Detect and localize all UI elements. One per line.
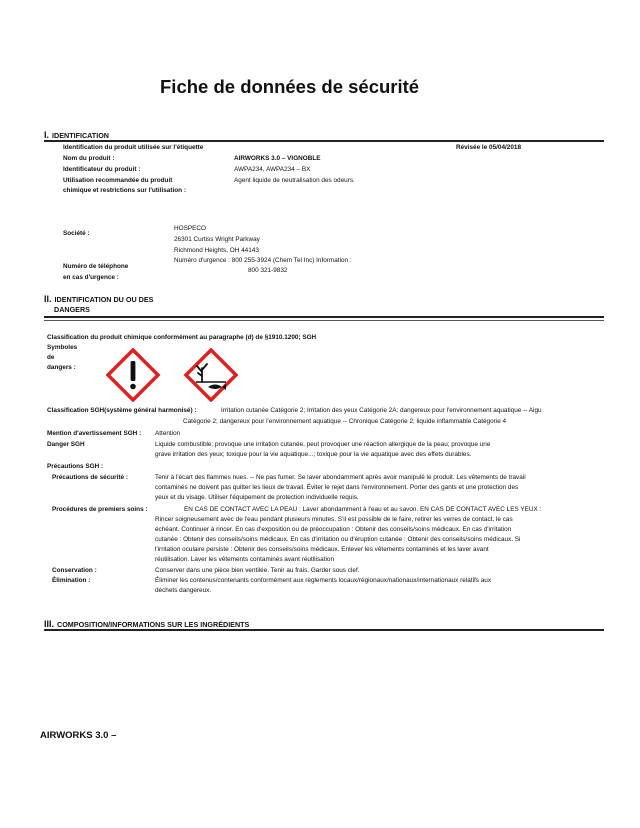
section-2-rule-thin: [44, 320, 604, 321]
section-2-heading: [44, 294, 153, 304]
hazard-statements-line2: grave irritation des yeux; toxique pour la vie aquatique...; toxique pour la vie aquatique avec des effets durables.: [155, 451, 472, 458]
product-name-label: Nom du produit :: [63, 155, 115, 162]
hazard-statements-line1: Liquide combustible; provoque une irritation cutanée, peut provoquer une réaction allergique de la peau; provoque une: [155, 441, 491, 448]
sgh-classification-line2: Catégorie 2; dangereux pour l'environnement aquatique -- Chronique Catégorie 2; liquide inflammable Catégorie 4: [183, 418, 507, 425]
disposal-label: Élimination :: [52, 577, 91, 584]
precautions-label: Précautions SGH :: [47, 463, 104, 470]
recommended-use-label-line1: Utilisation recommandée du produit: [63, 177, 173, 184]
information-number: 800 321-9832: [248, 267, 288, 274]
signal-word-value: Attention: [155, 430, 181, 437]
product-identifier-label: Identificateur du produit :: [63, 166, 141, 173]
section-1-title: IDENTIFICATION: [52, 131, 109, 140]
storage-value: Conserver dans une pièce bien ventilée. Tenir au frais. Garder sous clef.: [155, 567, 360, 574]
footer-product-name: AIRWORKS 3.0 –: [40, 730, 117, 741]
page-title: Fiche de données de sécurité: [160, 76, 420, 97]
exclamation-mark-icon: [106, 348, 160, 402]
first-aid-line4: cutanée : Obtenir des conseils/soins médicaux. En cas d'irritation ou d'éruption cutanée : Obtenir des conseils/soins médicaux. Si: [155, 536, 521, 543]
section-3-rule: [44, 629, 604, 631]
first-aid-line6: réutilisation. Laver les vêtements contaminés avant réutilisation: [155, 556, 335, 563]
symbols-label-line1: Symboles: [47, 344, 78, 351]
disposal-line2: déchets dangereux.: [155, 587, 212, 594]
safety-precautions-line2: contaminés ne doivent pas quitter les lieux de travail. Éviter le rejet dans l'environnement. Porter des gants et une protection des: [155, 484, 519, 491]
section-1-number: I.: [44, 130, 50, 140]
company-name: HOSPECO: [174, 225, 206, 232]
first-aid-line3: échéant. Continuer à rincer. En cas d'exposition ou de préoccupation : Obtenir des conseils/soins médicaux. En cas d'irritation: [155, 526, 512, 533]
safety-precautions-line1: Tenir à l'écart des flammes nues. -- Ne pas fumer. Se laver abondamment après avoir manipulé le produit. Les vêtements de travail: [155, 474, 526, 481]
section-3-title: COMPOSITION/INFORMATIONS SUR LES INGRÉDIENTS: [57, 620, 250, 629]
emergency-phone-label-line2: en cas d'urgence :: [63, 274, 119, 281]
section-1-rule: [44, 140, 604, 142]
safety-precautions-label: Précautions de sécurité :: [52, 474, 129, 481]
section-2-rule: [44, 316, 604, 318]
emergency-phone-label-line1: Numéro de téléphone: [63, 263, 129, 270]
first-aid-label: Procédures de premiers soins :: [52, 506, 148, 513]
environment-hazard-icon: [184, 348, 238, 402]
section-3-heading: [44, 619, 249, 629]
disposal-line1: Éliminer les contenus/contenants conformément aux règlements locaux/régionaux/nationaux/internationaux relatifs aux: [155, 577, 492, 584]
recommended-use-value: Agent liquide de neutralisation des odeurs.: [234, 177, 355, 184]
product-identification-label: Identification du produit utilisée sur l'étiquette: [63, 144, 204, 151]
sgh-classification-line1: Irritation cutanée Catégorie 2; Irritation des yeux Catégorie 2A; dangereux pour l'environnement aquatique -- Aigu: [221, 407, 542, 414]
sgh-classification-label: Classification SGH(système général harmonisé) :: [47, 407, 197, 414]
hazard-statements-label: Danger SGH: [47, 441, 85, 448]
safety-precautions-line3: yeux et du visage. Utiliser l'équipement de protection individuelle requis.: [155, 494, 359, 501]
company-address-city: Richmond Heights, OH 44143: [174, 247, 259, 254]
product-name-value: AIRWORKS 3.0 – VIGNOBLE: [234, 155, 321, 162]
product-identifier-value: AWPA234, AWPA234 – BX: [234, 166, 311, 173]
recommended-use-label-line2: chimique et restrictions sur l'utilisation :: [63, 187, 186, 194]
section-2-title-line2: DANGERS: [54, 305, 90, 314]
revision-date: Révisée le 05/04/2018: [456, 144, 522, 151]
first-aid-line5: l'irritation oculaire persiste : Obtenir des conseils/soins médicaux. Enlever les vêtements contaminés et les laver avant: [155, 546, 489, 553]
section-2-title-line1: IDENTIFICATION DU OU DES: [54, 295, 154, 304]
section-2-number: II.: [44, 294, 52, 304]
symbols-label-line3: dangers :: [47, 364, 76, 371]
classification-header: Classification du produit chimique conformément au paragraphe (d) de §1910.1200; SGH: [47, 334, 317, 341]
company-address-street: 26301 Curtiss Wright Parkway: [174, 236, 260, 243]
signal-word-label: Mention d'avertissement SGH :: [47, 430, 142, 437]
company-label: Société :: [63, 230, 90, 237]
emergency-number-line: Numéro d'urgence : 800 255-3924 (Chem Tel Inc) Information :: [174, 257, 352, 264]
first-aid-line1: EN CAS DE CONTACT AVEC LA PEAU : Laver abondamment à l'eau et au savon. EN CAS DE CONTACT AVEC LES YEUX :: [184, 506, 542, 513]
section-3-number: III.: [44, 619, 55, 629]
first-aid-line2: Rincer soigneusement avec de l'eau pendant plusieurs minutes. S'il est possible de le faire, retirer les verres de contact, le cas: [155, 516, 513, 523]
symbols-label-line2: de: [47, 354, 55, 361]
storage-label: Conservation :: [52, 567, 97, 574]
section-1-heading: [44, 130, 109, 140]
